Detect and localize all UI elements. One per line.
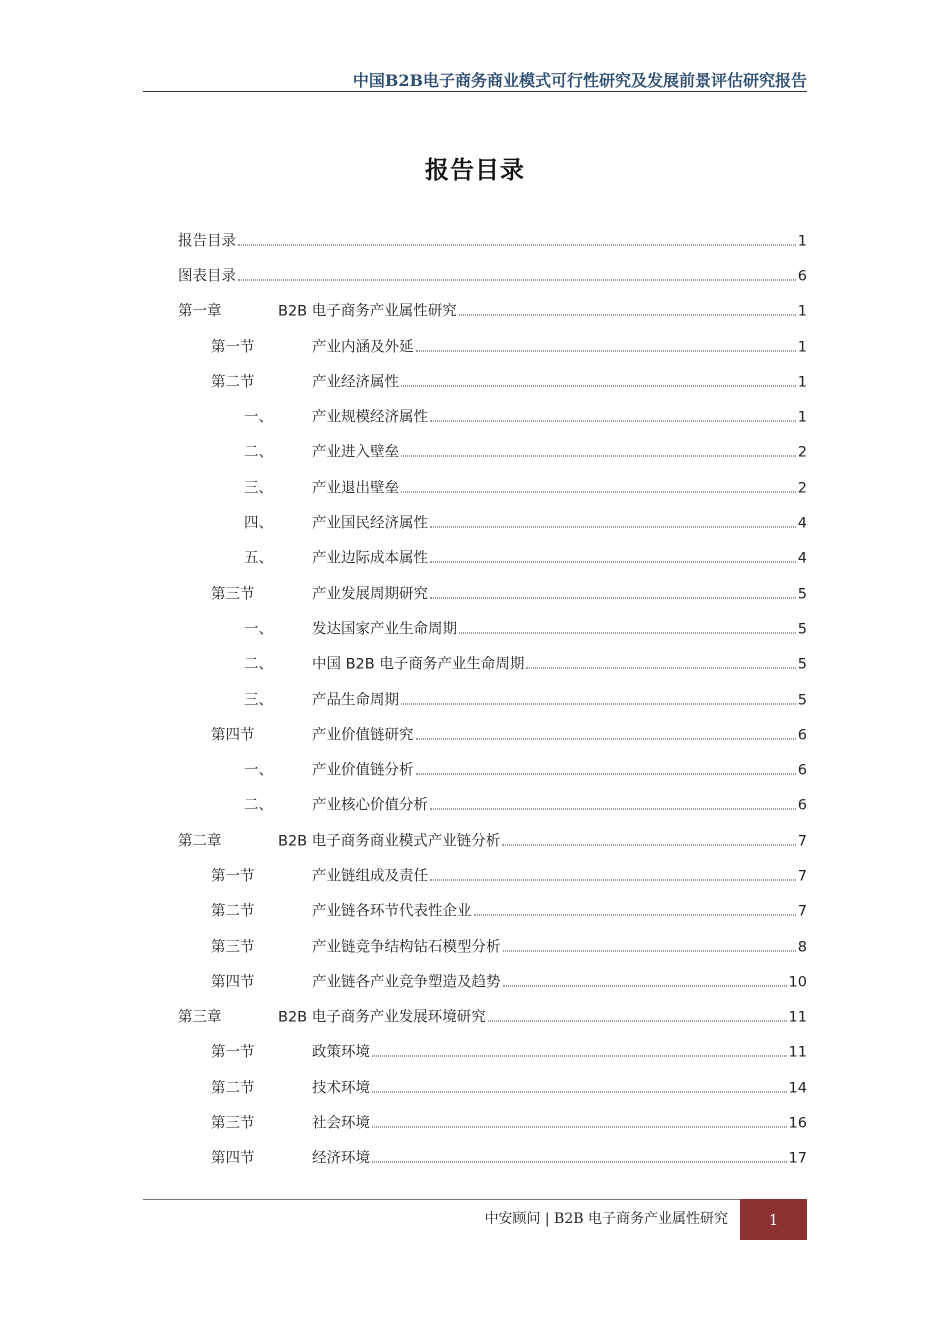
toc-entry-title: 产业核心价值分析 — [312, 794, 428, 815]
toc-entry-title: 产业价值链分析 — [312, 759, 414, 780]
footer-divider — [143, 1199, 807, 1200]
toc-dot-leader — [430, 562, 796, 563]
toc-entry[interactable] — [178, 540, 807, 575]
toc-entry-page: 16 — [788, 1115, 807, 1132]
toc-entry-page: 1 — [797, 233, 807, 250]
toc-dot-leader — [372, 1056, 787, 1057]
footer-text: 中安顾问 | B2B 电子商务产业属性研究 — [484, 1211, 728, 1227]
toc-entry-line — [278, 1006, 807, 1027]
toc-entry-line — [312, 653, 807, 674]
toc-entry[interactable] — [178, 857, 807, 892]
toc-entry[interactable] — [178, 646, 807, 681]
toc-entry-number: 一、 — [244, 409, 273, 426]
toc-entry-line — [312, 970, 807, 991]
toc-entry-number: 第一章 — [178, 303, 222, 320]
toc-dot-leader — [416, 350, 796, 351]
toc-entry-title: 产业链各环节代表性企业 — [312, 900, 472, 921]
toc-dot-leader — [238, 279, 796, 280]
toc-dot-leader — [430, 597, 796, 598]
toc-entry-number: 第四节 — [211, 974, 255, 991]
toc-entry-page: 1 — [797, 374, 807, 391]
toc-entry-title: 发达国家产业生命周期 — [312, 617, 457, 638]
toc-entry-number: 第二节 — [211, 903, 255, 920]
toc-entry-page: 1 — [797, 303, 807, 320]
toc-entry-number: 第二节 — [211, 374, 255, 391]
document-header-title: 中国B2B电子商务商业模式可行性研究及发展前景评估研究报告 — [352, 71, 807, 90]
toc-entry[interactable] — [178, 398, 807, 433]
toc-entry-line — [312, 723, 807, 744]
toc-entry[interactable] — [178, 222, 807, 257]
toc-entry[interactable] — [178, 787, 807, 822]
toc-entry[interactable] — [178, 434, 807, 469]
toc-entry-page: 7 — [797, 903, 807, 920]
toc-entry-page: 7 — [797, 833, 807, 850]
toc-entry-title: B2B 电子商务商业模式产业链分析 — [278, 829, 500, 850]
toc-entry-line — [312, 1112, 807, 1133]
toc-entry-line — [312, 1076, 807, 1097]
toc-entry-title: 报告目录 — [178, 229, 236, 250]
toc-entry-title: 产业链各产业竞争塑造及趋势 — [312, 970, 501, 991]
toc-entry-title: 社会环境 — [312, 1112, 370, 1133]
toc-entry[interactable] — [178, 999, 807, 1034]
toc-entry-number: 第一节 — [211, 1044, 255, 1061]
toc-dot-leader — [416, 738, 796, 739]
toc-dot-leader — [430, 879, 796, 880]
toc-entry-number: 五、 — [244, 550, 273, 567]
toc-entry[interactable] — [178, 751, 807, 786]
toc-entry-page: 2 — [797, 480, 807, 497]
toc-entry-number: 第一节 — [211, 868, 255, 885]
toc-entry-line — [312, 476, 807, 497]
toc-entry-title: 产业发展周期研究 — [312, 582, 428, 603]
toc-entry-line — [312, 759, 807, 780]
toc-entry-page: 4 — [797, 550, 807, 567]
toc-entry-line — [312, 406, 807, 427]
toc-entry-title: 产业退出壁垒 — [312, 476, 399, 497]
toc-dot-leader — [430, 809, 796, 810]
toc-entry-page: 6 — [797, 762, 807, 779]
toc-entry-page: 6 — [797, 268, 807, 285]
toc-dot-leader — [372, 1127, 787, 1128]
toc-entry-number: 第三节 — [211, 939, 255, 956]
toc-entry[interactable] — [178, 469, 807, 504]
table-of-contents — [178, 222, 807, 1175]
toc-entry-page: 1 — [797, 409, 807, 426]
toc-entry-line — [312, 794, 807, 815]
toc-entry-line — [312, 1041, 807, 1062]
toc-entry-page: 5 — [797, 692, 807, 708]
toc-entry[interactable] — [178, 822, 807, 857]
toc-entry-page: 2 — [797, 444, 807, 461]
toc-dot-leader — [238, 244, 796, 245]
toc-entry-page: 10 — [788, 974, 807, 991]
toc-entry-title: 产业边际成本属性 — [312, 547, 428, 568]
toc-heading: 报告目录 — [425, 155, 525, 184]
toc-entry-number: 第三节 — [211, 1115, 255, 1132]
toc-entry[interactable] — [178, 1104, 807, 1139]
toc-entry[interactable] — [178, 1034, 807, 1069]
toc-entry-line — [312, 441, 807, 462]
toc-entry-title: B2B 电子商务产业属性研究 — [278, 300, 457, 321]
toc-entry-line — [178, 229, 807, 250]
toc-entry[interactable] — [178, 504, 807, 539]
toc-entry-number: 四、 — [244, 515, 273, 532]
toc-dot-leader — [430, 421, 796, 422]
toc-dot-leader — [401, 491, 796, 492]
toc-entry-page: 17 — [788, 1150, 807, 1167]
toc-entry-page: 7 — [797, 868, 807, 885]
toc-entry-title: 产业链竞争结构钻石模型分析 — [312, 935, 501, 956]
toc-entry-title: 政策环境 — [312, 1041, 370, 1062]
toc-entry-page: 6 — [797, 727, 807, 744]
page-number-box — [740, 1199, 807, 1240]
toc-entry-line — [278, 300, 807, 321]
toc-entry-page: 5 — [797, 586, 807, 603]
toc-dot-leader — [372, 1091, 787, 1092]
toc-entry-number: 三、 — [244, 692, 273, 708]
toc-entry-number: 二、 — [244, 656, 273, 673]
toc-entry[interactable] — [178, 1069, 807, 1104]
toc-entry-line — [312, 864, 807, 885]
toc-entry-page: 1 — [797, 339, 807, 356]
toc-entry[interactable] — [178, 716, 807, 751]
toc-dot-leader — [401, 703, 796, 704]
toc-entry-number: 二、 — [244, 444, 273, 461]
toc-dot-leader — [372, 1162, 787, 1163]
toc-entry[interactable] — [178, 928, 807, 963]
toc-entry-page: 14 — [788, 1080, 807, 1097]
toc-entry-line — [312, 335, 807, 356]
toc-entry[interactable] — [178, 575, 807, 610]
toc-dot-leader — [488, 1021, 787, 1022]
toc-entry-page: 8 — [797, 939, 807, 956]
toc-entry-line — [312, 547, 807, 568]
toc-entry[interactable] — [178, 328, 807, 363]
toc-entry-number: 第四节 — [211, 727, 255, 744]
toc-dot-leader — [401, 456, 796, 457]
toc-entry-title: 产业内涵及外延 — [312, 335, 414, 356]
toc-entry[interactable] — [178, 1140, 807, 1175]
toc-entry-line — [312, 582, 807, 603]
toc-entry[interactable] — [178, 963, 807, 998]
toc-dot-leader — [416, 774, 796, 775]
toc-entry-line — [312, 1147, 807, 1168]
toc-entry[interactable] — [178, 893, 807, 928]
header-divider — [143, 91, 807, 92]
toc-entry-line — [312, 900, 807, 921]
toc-entry-title: 中国 B2B 电子商务产业生命周期 — [312, 653, 524, 674]
toc-entry-number: 第二节 — [211, 1080, 255, 1097]
toc-entry-page: 5 — [797, 656, 807, 673]
toc-entry-title: 产业进入壁垒 — [312, 441, 399, 462]
toc-entry-number: 一、 — [244, 762, 273, 779]
toc-entry-line — [312, 935, 807, 956]
toc-entry-title: 经济环境 — [312, 1147, 370, 1168]
toc-entry-page: 4 — [797, 515, 807, 532]
toc-dot-leader — [401, 385, 796, 386]
toc-entry[interactable] — [178, 610, 807, 645]
toc-entry-line — [312, 617, 807, 638]
toc-entry-line — [312, 688, 807, 709]
toc-entry-number: 第三章 — [178, 1009, 222, 1026]
toc-entry-title: B2B 电子商务产业发展环境研究 — [278, 1006, 486, 1027]
toc-entry-number: 第一节 — [211, 339, 255, 356]
toc-dot-leader — [503, 950, 796, 951]
toc-entry-number: 三、 — [244, 480, 273, 497]
toc-entry-page: 11 — [788, 1009, 807, 1026]
toc-dot-leader — [474, 915, 796, 916]
toc-entry[interactable] — [178, 257, 807, 292]
toc-entry-line — [312, 512, 807, 533]
toc-entry-line — [178, 264, 807, 285]
toc-entry-title: 产业经济属性 — [312, 370, 399, 391]
toc-entry-title: 产业规模经济属性 — [312, 406, 428, 427]
toc-dot-leader — [502, 844, 796, 845]
page-number: 1 — [768, 1210, 779, 1229]
toc-entry-title: 产业国民经济属性 — [312, 512, 428, 533]
toc-entry-number: 一、 — [244, 621, 273, 638]
toc-entry-page: 11 — [788, 1044, 807, 1061]
toc-entry-line — [312, 370, 807, 391]
toc-entry-page: 6 — [797, 797, 807, 814]
toc-dot-leader — [526, 668, 795, 669]
toc-dot-leader — [459, 315, 796, 316]
toc-entry-title: 技术环境 — [312, 1076, 370, 1097]
toc-entry-number: 第四节 — [211, 1150, 255, 1167]
toc-entry-title: 产品生命周期 — [312, 688, 399, 709]
toc-dot-leader — [459, 632, 796, 633]
toc-entry-number: 第二章 — [178, 833, 222, 850]
toc-entry-number: 第三节 — [211, 586, 255, 603]
toc-dot-leader — [430, 527, 796, 528]
toc-entry[interactable] — [178, 681, 807, 716]
toc-entry-title: 图表目录 — [178, 264, 236, 285]
toc-entry-number: 二、 — [244, 797, 273, 814]
toc-entry-page: 5 — [797, 621, 807, 638]
toc-entry[interactable] — [178, 363, 807, 398]
toc-entry[interactable] — [178, 293, 807, 328]
toc-entry-line — [278, 829, 807, 850]
toc-entry-title: 产业价值链研究 — [312, 723, 414, 744]
toc-dot-leader — [503, 985, 787, 986]
toc-entry-title: 产业链组成及责任 — [312, 864, 428, 885]
